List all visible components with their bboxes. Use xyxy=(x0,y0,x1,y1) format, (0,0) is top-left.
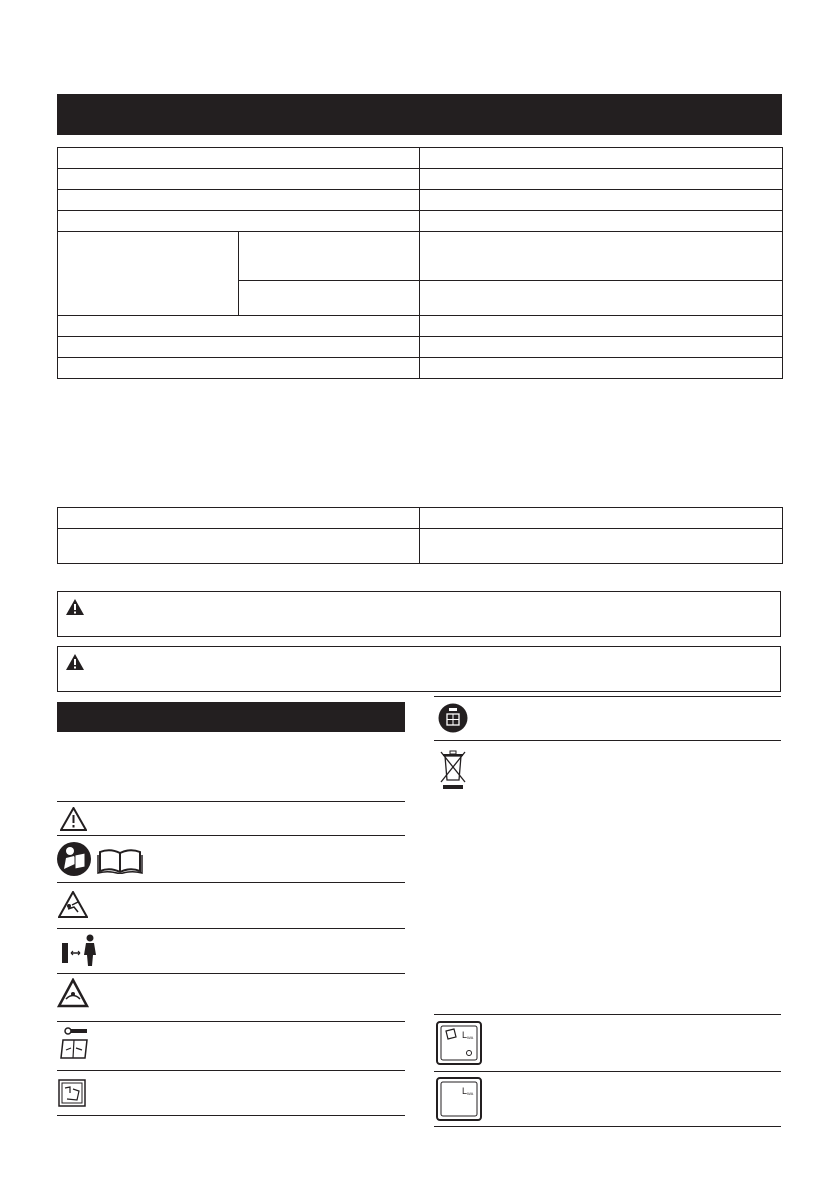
table-cell xyxy=(420,211,783,232)
table-cell xyxy=(58,211,420,232)
divider xyxy=(57,882,405,883)
table-row xyxy=(58,211,783,232)
noise-level-lwa-icon xyxy=(436,1021,482,1065)
table-row xyxy=(58,190,783,211)
table-cell xyxy=(420,148,783,169)
remove-key-icon xyxy=(57,1026,93,1060)
table-row xyxy=(58,358,783,379)
table-cell xyxy=(58,169,420,190)
read-manual-square-icon xyxy=(58,1079,86,1107)
divider xyxy=(57,1021,405,1022)
warning-triangle-icon xyxy=(66,654,84,670)
table-cell xyxy=(420,232,783,281)
table-cell xyxy=(58,508,420,529)
table-cell xyxy=(420,529,783,564)
table-cell xyxy=(239,281,420,316)
keep-distance-icon xyxy=(60,933,100,967)
specifications-table xyxy=(57,147,783,379)
table-row xyxy=(58,508,783,529)
table-cell xyxy=(420,337,783,358)
table-row xyxy=(58,148,783,169)
table-cell xyxy=(58,316,420,337)
divider xyxy=(434,1126,781,1127)
specifications-header-banner xyxy=(57,94,782,135)
table-row xyxy=(58,169,783,190)
table-cell xyxy=(58,190,420,211)
divider xyxy=(57,973,405,974)
table-row xyxy=(58,232,783,281)
open-book-icon xyxy=(97,848,143,874)
table-cell xyxy=(58,148,420,169)
table-cell xyxy=(58,358,420,379)
divider xyxy=(57,928,405,929)
table-row xyxy=(58,529,783,564)
svg-text:L: L xyxy=(462,1086,468,1096)
flying-debris-icon xyxy=(58,891,88,918)
table-cell xyxy=(420,508,783,529)
divider xyxy=(57,835,405,836)
svg-text:WA: WA xyxy=(467,1035,474,1040)
table-cell xyxy=(239,232,420,281)
table-cell xyxy=(420,281,783,316)
read-manual-icon xyxy=(56,841,92,877)
table-cell xyxy=(58,232,239,316)
divider xyxy=(57,1115,405,1116)
divider xyxy=(434,1014,781,1015)
svg-text:L: L xyxy=(462,1030,468,1040)
warning-triangle-icon xyxy=(60,807,87,831)
symbols-section-banner xyxy=(57,702,405,732)
divider xyxy=(57,801,405,802)
divider xyxy=(434,740,781,741)
table-cell xyxy=(58,337,420,358)
divider xyxy=(434,1071,781,1072)
noise-level-lwa-plain-icon xyxy=(436,1077,482,1121)
warning-box xyxy=(57,591,781,637)
battery-table xyxy=(57,507,783,564)
caution-box xyxy=(57,646,781,692)
table-cell xyxy=(420,169,783,190)
divider xyxy=(57,1070,405,1071)
warning-triangle-icon xyxy=(66,599,84,615)
table-cell xyxy=(420,358,783,379)
crossed-bin-icon xyxy=(439,748,467,790)
table-cell xyxy=(58,529,420,564)
recycle-battery-icon xyxy=(438,703,468,733)
divider xyxy=(434,696,781,697)
thrown-object-icon xyxy=(57,978,89,1008)
table-cell xyxy=(420,190,783,211)
table-cell xyxy=(420,316,783,337)
table-row xyxy=(58,337,783,358)
table-row xyxy=(58,316,783,337)
svg-text:WA: WA xyxy=(467,1091,474,1096)
